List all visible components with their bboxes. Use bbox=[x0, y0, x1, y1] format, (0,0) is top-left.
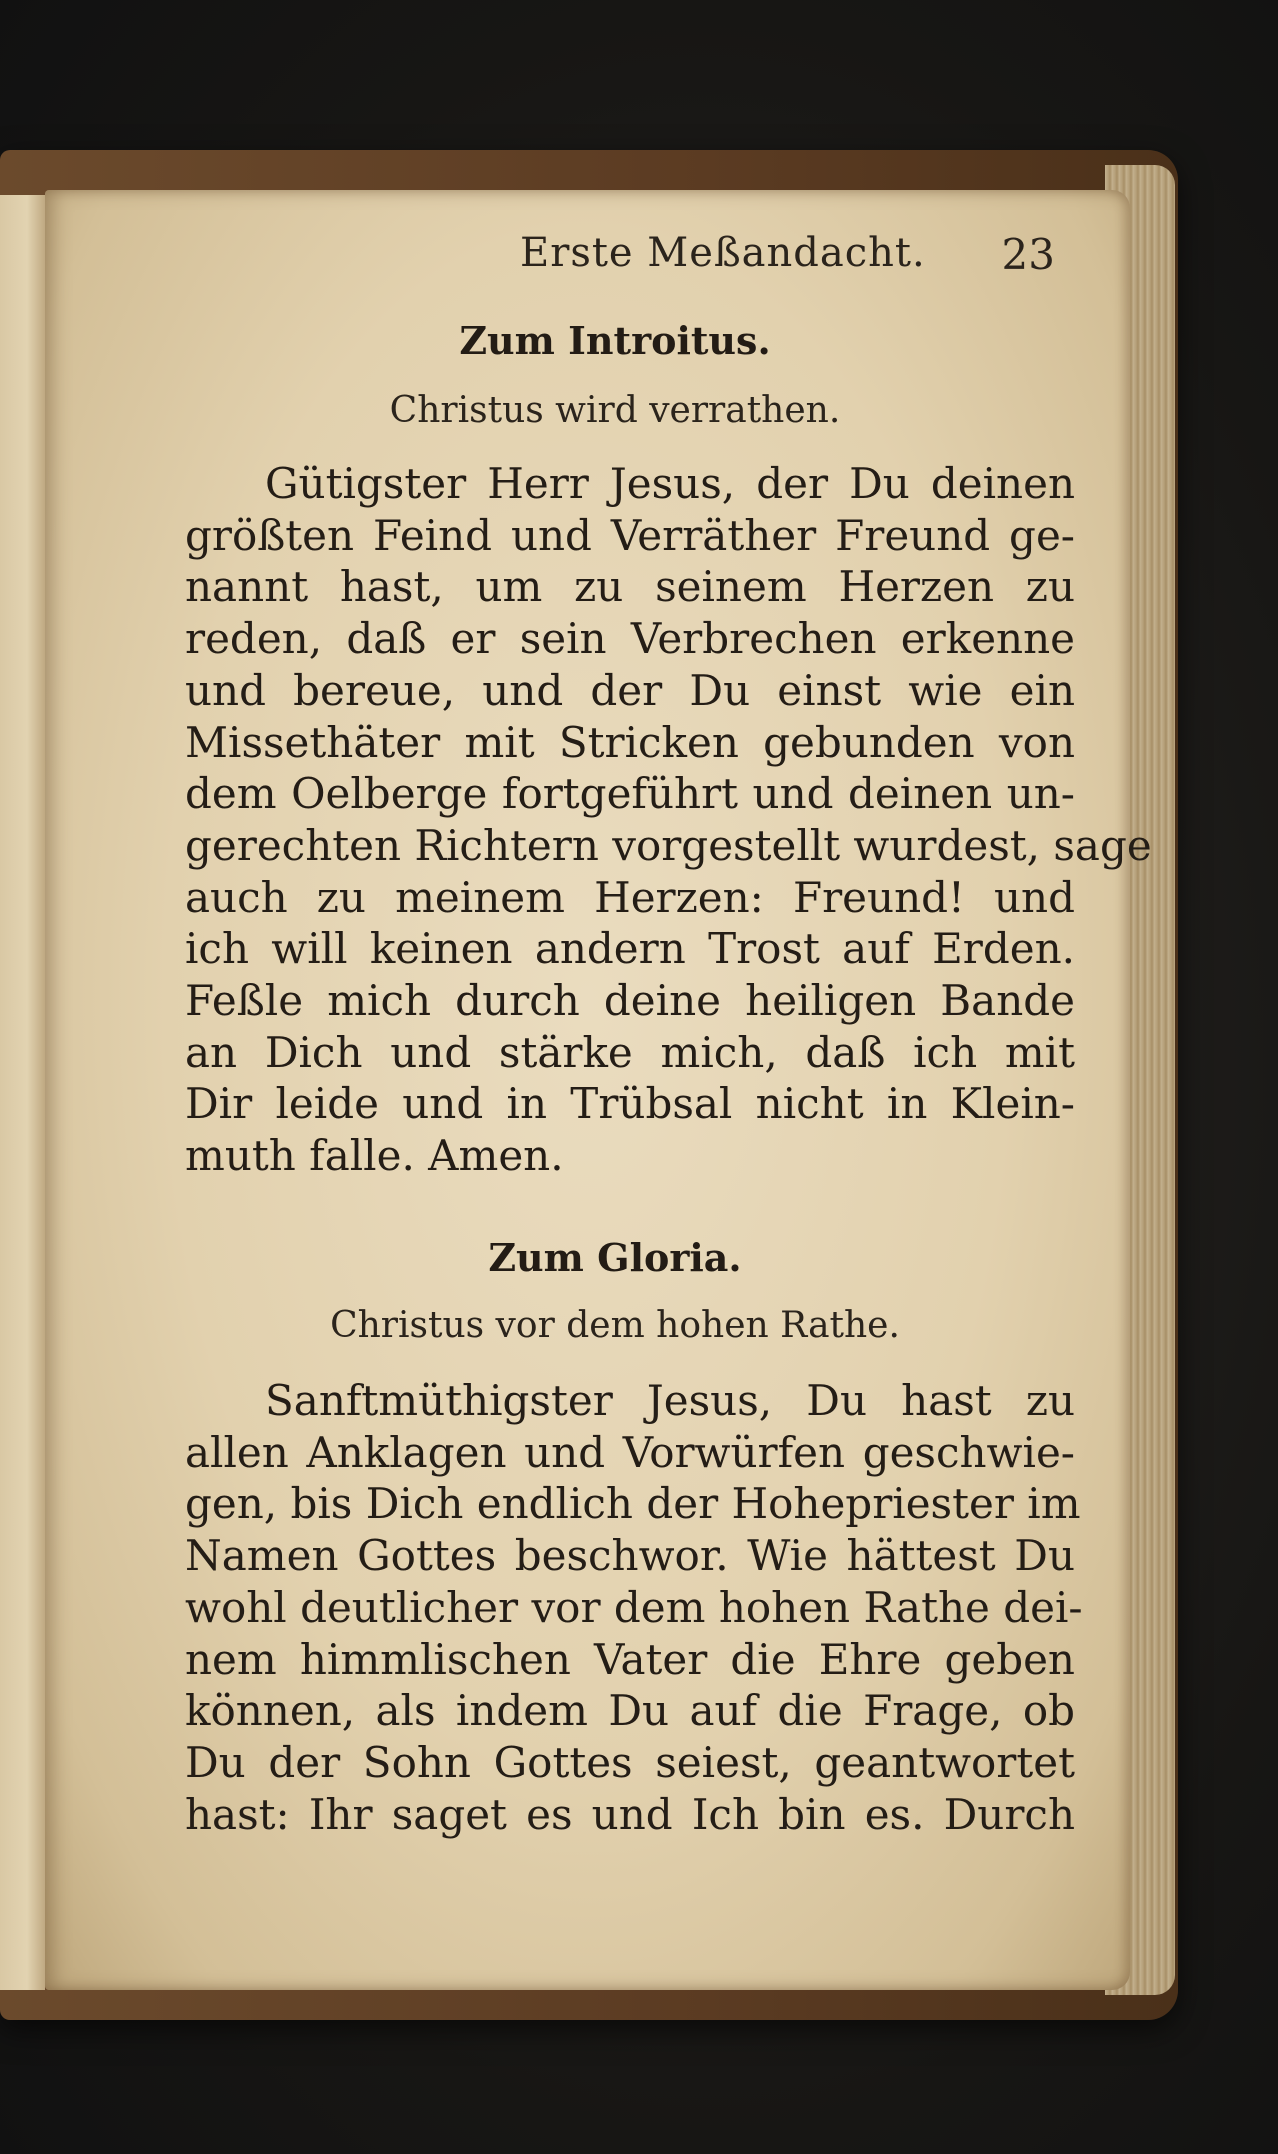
running-title: Erste Meßandacht. bbox=[520, 230, 926, 276]
section-subheading: Christus wird verrathen. bbox=[389, 390, 841, 431]
page-number: 23 bbox=[1001, 230, 1055, 279]
text-line: Gütigster Herr Jesus, der Du deinen bbox=[265, 459, 1075, 508]
text-line: größten Feind und Verräther Freund ge- bbox=[185, 510, 1075, 560]
text-line: muth falle. Amen. bbox=[185, 1131, 564, 1181]
running-head bbox=[175, 230, 1070, 290]
text-line: nem himmlischen Vater die Ehre geben bbox=[185, 1634, 1075, 1684]
text-line: dem Oelberge fortgeführt und deinen un- bbox=[185, 769, 1075, 819]
text-line: reden, daß er sein Verbrechen erkenne bbox=[185, 614, 1075, 664]
text-line: Dir leide und in Trübsal nicht in Klein- bbox=[185, 1079, 1075, 1129]
text-line: ich will keinen andern Trost auf Erden. bbox=[185, 924, 1075, 974]
text-line: allen Anklagen und Vorwürfen geschwie- bbox=[185, 1427, 1075, 1477]
text-line: und bereue, und der Du einst wie ein bbox=[185, 665, 1075, 715]
facing-page-edge bbox=[0, 195, 45, 1990]
prayer-text bbox=[185, 458, 1152, 1182]
text-line: Feßle mich durch deine heiligen Bande bbox=[185, 976, 1075, 1026]
text-line: hast: Ihr saget es und Ich bin es. Durch bbox=[185, 1789, 1075, 1839]
section-subheading: Christus vor dem hohen Rathe. bbox=[330, 1305, 900, 1346]
section-heading: Zum Gloria. bbox=[488, 1235, 742, 1280]
text-line: nannt hast, um zu seinem Herzen zu bbox=[185, 562, 1075, 612]
text-line: an Dich und stärke mich, daß ich mit bbox=[185, 1027, 1075, 1077]
text-line: Missethäter mit Stricken gebunden von bbox=[185, 717, 1075, 767]
text-line: Du der Sohn Gottes seiest, geantwortet bbox=[185, 1737, 1075, 1787]
text-line: können, als indem Du auf die Frage, ob bbox=[185, 1686, 1075, 1736]
section-heading: Zum Introitus. bbox=[459, 318, 771, 363]
text-line: Sanftmüthigster Jesus, Du hast zu bbox=[265, 1376, 1075, 1425]
text-line: Namen Gottes beschwor. Wie hättest Du bbox=[185, 1531, 1075, 1581]
prayer-text bbox=[185, 1375, 1083, 1840]
text-line: gen, bis Dich endlich der Hohepriester im bbox=[185, 1479, 1081, 1529]
book-page bbox=[45, 190, 1152, 1990]
text-line: gerechten Richtern vorgestellt wurdest, sage bbox=[185, 820, 1152, 870]
text-line: wohl deutlicher vor dem hohen Rathe dei- bbox=[185, 1582, 1083, 1632]
text-line: auch zu meinem Herzen: Freund! und bbox=[185, 872, 1075, 922]
